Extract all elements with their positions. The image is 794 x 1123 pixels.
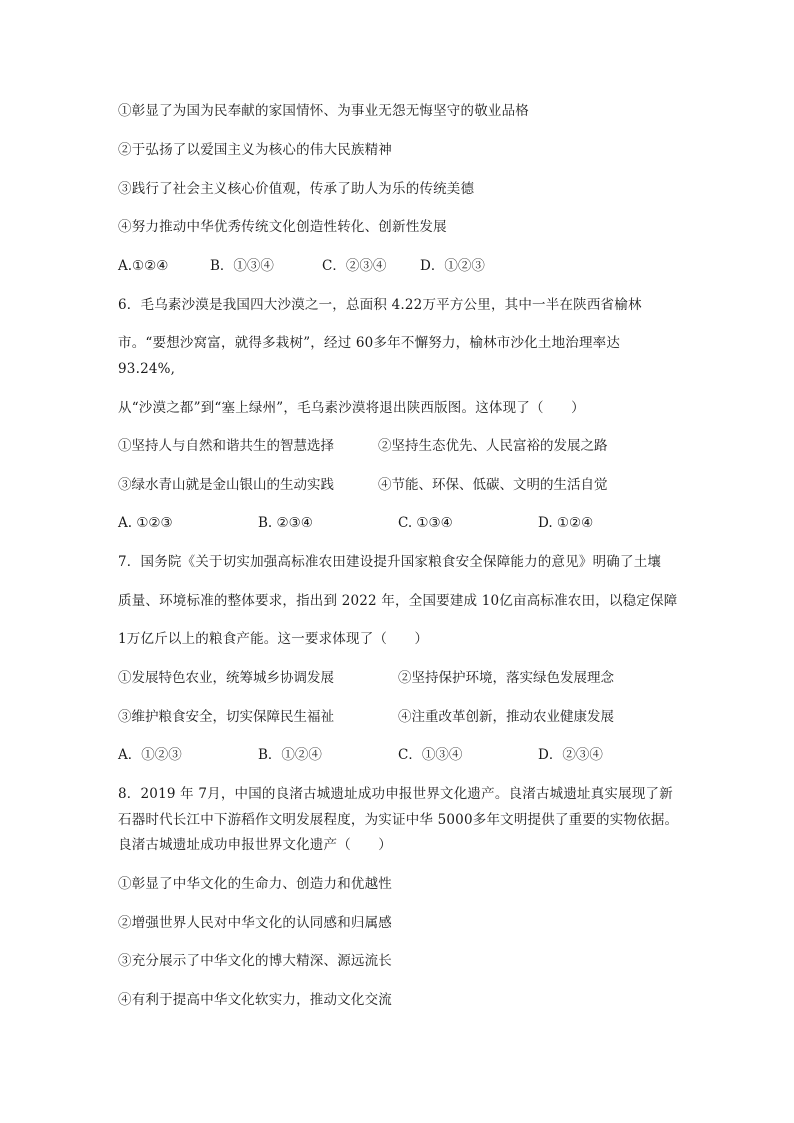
q6-stem-line-4: 从“沙漠之都”到“塞上绿州”，毛乌素沙漠将退出陕西版图。这体现了（ ）: [118, 400, 585, 416]
q6-option-a: A. ①②③: [118, 515, 173, 531]
q5-statement-1: ①彰显了为国为民奉献的家国情怀、为事业无怨无悔坚守的敬业品格: [118, 103, 529, 119]
q5-option-b: B．①③④: [210, 258, 274, 274]
q5-statement-2: ②于弘扬了以爱国主义为核心的伟大民族精神: [118, 142, 392, 158]
q5-statement-3: ③践行了社会主义核心价值观，传承了助人为乐的传统美德: [118, 181, 475, 197]
q6-option-d: D. ①②④: [538, 515, 594, 531]
q8-statement-2: ②增强世界人民对中华文化的认同感和归属感: [118, 915, 392, 931]
q6-option-b: B. ②③④: [258, 515, 313, 531]
q8-stem-line-3: 良渚古城遗址成功申报世界文化遗产（ ）: [118, 837, 392, 853]
q8-stem-line-1: 8．2019 年 7月，中国的良渚古城遗址成功申报世界文化遗产。良渚古城遗址真实展现了新: [118, 786, 673, 802]
q5-option-a: A.①②④: [118, 258, 169, 274]
q5-option-d: D．①②③: [420, 258, 485, 274]
q7-stem-line-1: 7．国务院《关于切实加强高标准农田建设提升国家粮食安全保障能力的意见》明确了土壤: [118, 554, 662, 570]
q6-statement-2: ②坚持生态优先、人民富裕的发展之路: [378, 438, 608, 454]
q7-stem-line-2: 质量、环境标准的整体要求，指出到 2022 年，全国要建成 10亿亩高标准农田，以稳定保障: [118, 593, 678, 609]
q6-statement-1: ①坚持人与自然和谐共生的智慧选择: [118, 438, 334, 454]
q7-option-d: D．②③④: [538, 747, 603, 763]
q6-statement-3: ③绿水青山就是金山银山的生动实践: [118, 477, 334, 493]
q8-statement-3: ③充分展示了中华文化的博大精深、源远流长: [118, 953, 392, 969]
q5-statement-4: ④努力推动中华优秀传统文化创造性转化、创新性发展: [118, 219, 447, 235]
q7-statement-3: ③维护粮食安全，切实保障民生福祉: [118, 709, 334, 725]
q7-statement-4: ④注重改革创新，推动农业健康发展: [398, 709, 614, 725]
q8-stem-line-2: 石器时代长江中下游稻作文明发展程度，为实证中华 5000多年文明提供了重要的实物依据。: [118, 812, 679, 828]
q7-stem-line-3: 1万亿斤以上的粮食产能。这一要求体现了（ ）: [118, 631, 429, 647]
q7-statement-1: ①发展特色农业，统筹城乡协调发展: [118, 670, 334, 686]
q5-option-c: C．②③④: [322, 258, 387, 274]
q8-statement-1: ①彰显了中华文化的生命力、创造力和优越性: [118, 876, 392, 892]
q8-statement-4: ④有利于提高中华文化软实力，推动文化交流: [118, 992, 392, 1008]
q6-statement-4: ④节能、环保、低碳、文明的生活自觉: [378, 477, 608, 493]
q6-stem-line-3: 93.24%,: [118, 361, 176, 377]
q7-option-a: A．①②③: [118, 747, 182, 763]
q7-statement-2: ②坚持保护环境，落实绿色发展理念: [398, 670, 614, 686]
q6-stem-line-1: 6．毛乌素沙漠是我国四大沙漠之一，总面积 4.22万平方公里，其中一半在陕西省榆林: [118, 297, 642, 313]
q7-option-b: B．①②④: [258, 747, 322, 763]
q7-option-c: C．①③④: [398, 747, 463, 763]
q6-option-c: C. ①③④: [398, 515, 453, 531]
q6-stem-line-2: 市。“要想沙窝富，就得多栽树”，经过 60多年不懈努力，榆林市沙化土地治理率达: [118, 335, 621, 351]
